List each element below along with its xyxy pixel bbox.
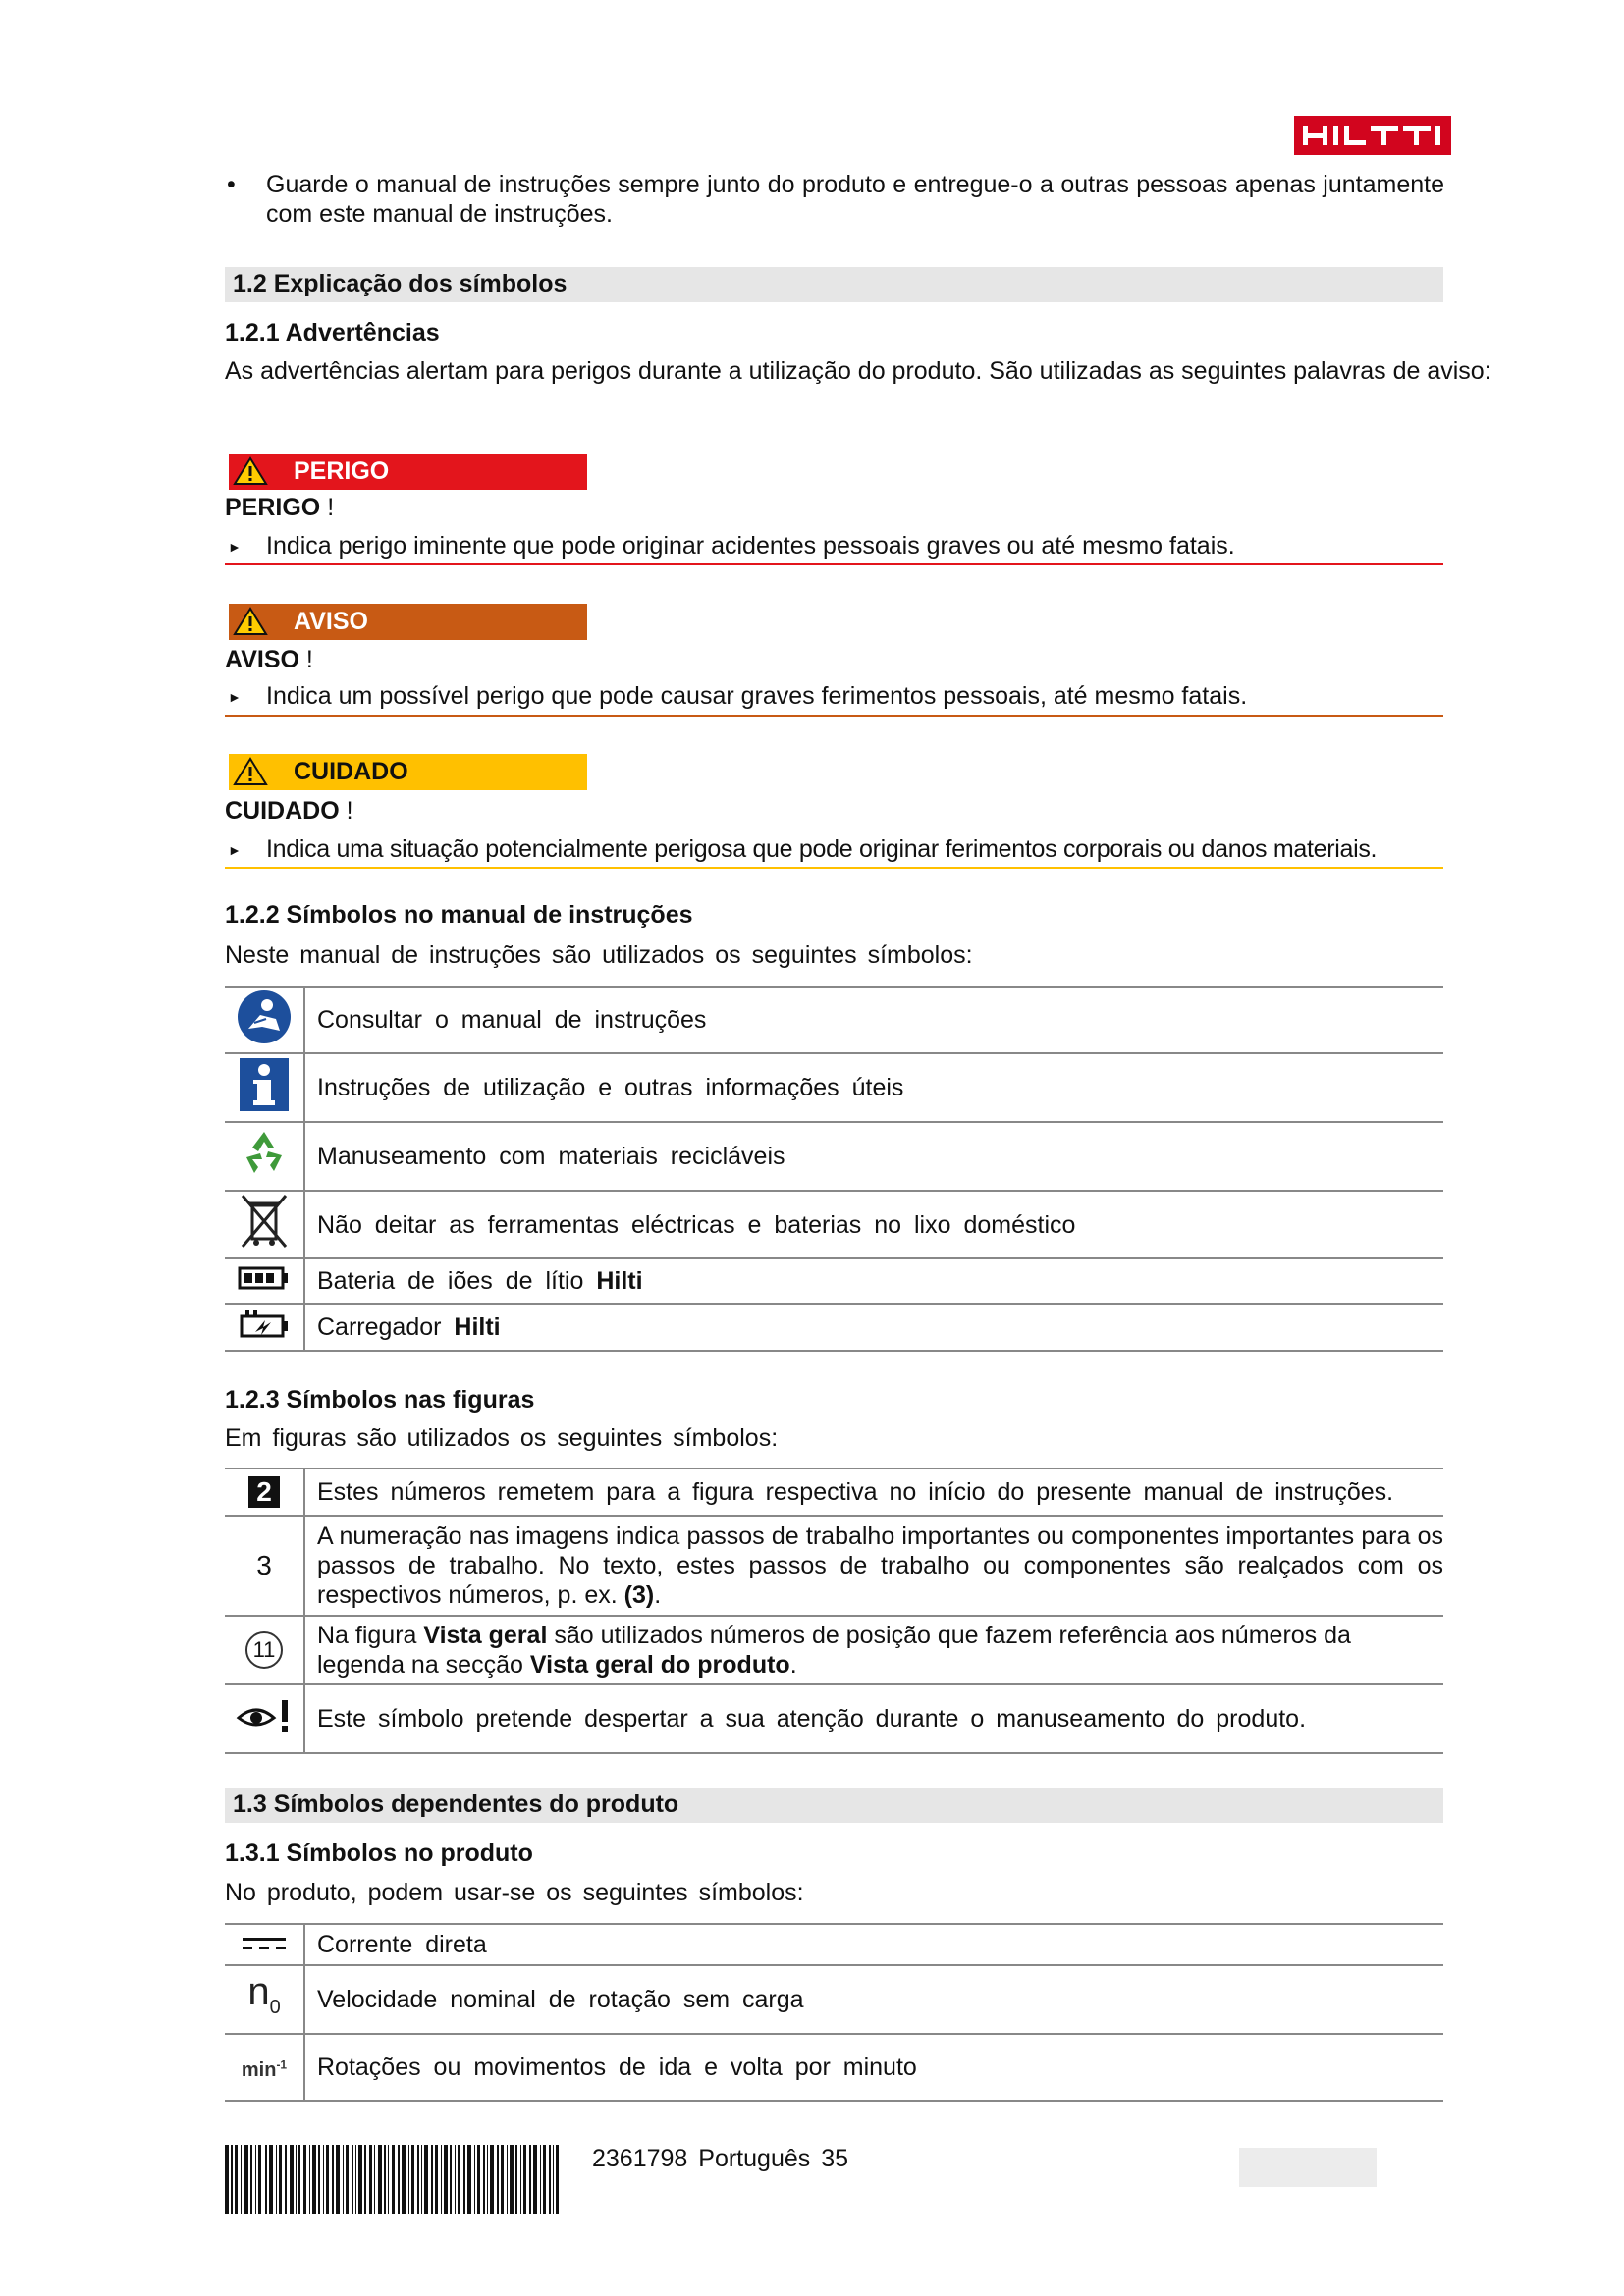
recycle-icon <box>237 1126 292 1181</box>
symbol-description: Rotações ou movimentos de ida e volta por minuto <box>304 2034 1443 2101</box>
table-row <box>225 1258 1443 1304</box>
symbol-description <box>304 1616 1443 1684</box>
warning-text: Indica um possível perigo que pode causar graves ferimentos pessoais, até mesmo fatais. <box>266 682 1248 710</box>
warning-word: AVISO <box>225 646 299 673</box>
manual-symbols-intro: Neste manual de instruções são utilizados os seguintes símbolos: <box>225 941 973 969</box>
danger-signal-badge <box>229 454 587 490</box>
table-row <box>225 1304 1443 1351</box>
danger-suffix: ! <box>320 494 335 521</box>
section-heading-1-3 <box>225 1788 1443 1823</box>
subsection-title-1-2-2: 1.2.2 Símbolos no manual de instruções <box>225 901 693 929</box>
symbol-description <box>304 1516 1443 1616</box>
caution-title <box>225 797 353 826</box>
direct-current-icon <box>241 1935 288 1952</box>
warning-signal-badge <box>229 604 587 640</box>
subsection-title-1-2-3: 1.2.3 Símbolos nas figuras <box>225 1386 535 1414</box>
position-bold: Vista geral <box>423 1622 548 1649</box>
danger-badge-label: PERIGO <box>294 457 390 485</box>
symbol-cell <box>225 1468 304 1516</box>
caution-word: CUIDADO <box>225 797 340 825</box>
table-row <box>225 1053 1443 1122</box>
brand-name: Hilti <box>596 1267 643 1295</box>
figure-symbols-intro: Em figuras são utilizados os seguintes símbolos: <box>225 1424 779 1452</box>
doc-number: 2361798 <box>592 2145 688 2172</box>
symbol-cell <box>225 1616 304 1684</box>
barcode-image <box>225 2145 559 2214</box>
danger-text: Indica perigo iminente que pode originar acidentes pessoais graves ou até mesmo fatais. <box>266 532 1235 560</box>
symbol-description <box>304 1304 1443 1351</box>
per-minute-icon <box>242 2059 287 2081</box>
footer-language: Português <box>698 2145 811 2172</box>
battery-text: Bateria de iões de lítio <box>317 1267 597 1295</box>
danger-word: PERIGO <box>225 494 321 521</box>
table-row <box>225 2034 1443 2101</box>
attention-eye-icon <box>235 1696 294 1735</box>
speed-glyph: n <box>247 1970 270 2013</box>
caution-rule <box>225 867 1443 869</box>
symbol-cell <box>225 1684 304 1753</box>
arrow-bullet-icon: ► <box>228 842 242 858</box>
no-load-speed-icon <box>247 1970 281 2018</box>
battery-icon <box>238 1264 291 1292</box>
page-number: 35 <box>821 2145 849 2172</box>
symbol-description: Velocidade nominal de rotação sem carga <box>304 1965 1443 2034</box>
table-row <box>225 1965 1443 2034</box>
product-symbols-table <box>225 1923 1443 2102</box>
bullet-dot: • <box>227 171 236 198</box>
min-superscript: -1 <box>276 2057 288 2072</box>
hilti-logo-lettering <box>1294 116 1451 155</box>
symbol-cell <box>225 1191 304 1258</box>
warnings-intro: As advertências alertam para perigos durante a utilização do produto. São utilizadas as seguintes palavras de aviso: <box>225 357 1491 385</box>
position-text-mid: são utilizados números de posição que fazem referência aos números da legenda na secção <box>317 1622 1351 1679</box>
step-example: (3) <box>623 1581 655 1609</box>
section-title: 1.3 Símbolos dependentes do produto <box>233 1790 679 1818</box>
warning-badge-label: AVISO <box>294 608 368 635</box>
symbol-cell <box>225 1053 304 1122</box>
speed-subscript: 0 <box>269 1997 281 2018</box>
table-row <box>225 987 1443 1053</box>
min-glyph: min <box>241 2058 277 2081</box>
position-bold-2: Vista geral do produto <box>529 1651 790 1679</box>
symbol-cell <box>225 1122 304 1191</box>
symbol-description: Consultar o manual de instruções <box>304 987 1443 1053</box>
section-heading-1-2 <box>225 267 1443 302</box>
table-row <box>225 1516 1443 1616</box>
danger-rule <box>225 563 1443 565</box>
caution-text: Indica uma situação potencialmente perigosa que pode originar ferimentos corporais ou danos materiais. <box>266 835 1378 863</box>
warning-rule <box>225 715 1443 717</box>
symbol-cell <box>225 1924 304 1965</box>
symbol-cell <box>225 987 304 1053</box>
symbol-cell <box>225 1516 304 1616</box>
manual-symbols-table <box>225 986 1443 1352</box>
table-row <box>225 1616 1443 1684</box>
symbol-cell <box>225 1965 304 2034</box>
charger-icon <box>236 1308 293 1340</box>
arrow-bullet-icon: ► <box>228 689 242 705</box>
caution-suffix: ! <box>339 797 353 825</box>
warning-triangle-icon <box>233 607 268 636</box>
symbol-description: Este símbolo pretende despertar a sua atenção durante o manuseamento do produto. <box>304 1684 1443 1753</box>
table-row <box>225 1468 1443 1516</box>
symbol-cell <box>225 1304 304 1351</box>
table-row <box>225 1191 1443 1258</box>
symbol-description: Corrente direta <box>304 1924 1443 1965</box>
hilti-logo <box>1294 116 1451 155</box>
table-row <box>225 1122 1443 1191</box>
symbol-description: Manuseamento com materiais recicláveis <box>304 1122 1443 1191</box>
subsection-title-1-2-1: 1.2.1 Advertências <box>225 319 440 347</box>
subsection-title-1-3-1: 1.3.1 Símbolos no produto <box>225 1840 533 1867</box>
danger-title <box>225 494 334 522</box>
footer-info <box>592 2144 848 2173</box>
symbol-cell <box>225 2034 304 2101</box>
read-manual-icon <box>237 989 292 1044</box>
section-title: 1.2 Explicação dos símbolos <box>233 270 568 297</box>
symbol-description: Estes números remetem para a figura respectiva no início do presente manual de instruções. <box>304 1468 1443 1516</box>
position-text-end: . <box>789 1651 797 1679</box>
table-row <box>225 1924 1443 1965</box>
warning-triangle-icon <box>233 757 268 786</box>
product-symbols-intro: No produto, podem usar-se os seguintes símbolos: <box>225 1879 804 1906</box>
crossed-bin-icon <box>237 1192 292 1251</box>
warning-title <box>225 646 313 674</box>
position-number-icon: 11 <box>245 1631 283 1669</box>
info-icon <box>239 1057 290 1112</box>
symbol-description: Instruções de utilização e outras informações úteis <box>304 1053 1443 1122</box>
figure-symbols-table <box>225 1468 1443 1754</box>
footer-grey-box <box>1239 2148 1377 2187</box>
symbol-description: Não deitar as ferramentas eléctricas e baterias no lixo doméstico <box>304 1191 1443 1258</box>
warning-suffix: ! <box>298 646 313 673</box>
intro-bullet-text: Guarde o manual de instruções sempre junto do produto e entregue-o a outras pessoas apenas juntamente com este manual de instruções. <box>266 171 1444 228</box>
table-row <box>225 1684 1443 1753</box>
symbol-description <box>304 1258 1443 1304</box>
step-number-text-end: . <box>654 1581 662 1609</box>
charger-text: Carregador <box>317 1313 455 1341</box>
symbol-cell <box>225 1258 304 1304</box>
step-number-icon: 3 <box>256 1549 272 1580</box>
warning-triangle-icon <box>233 456 268 486</box>
step-number-text: A numeração nas imagens indica passos de trabalho importantes ou componentes importantes para os passos de trabalho. No texto, estes passos de trabalho ou componentes são realçados com os respectivos números, p. ex. <box>317 1522 1443 1609</box>
arrow-bullet-icon: ► <box>228 539 242 555</box>
caution-badge-label: CUIDADO <box>294 758 408 785</box>
brand-name: Hilti <box>454 1313 501 1341</box>
caution-signal-badge <box>229 754 587 790</box>
position-text: Na figura <box>317 1622 424 1649</box>
figure-number-icon: 2 <box>248 1476 280 1508</box>
